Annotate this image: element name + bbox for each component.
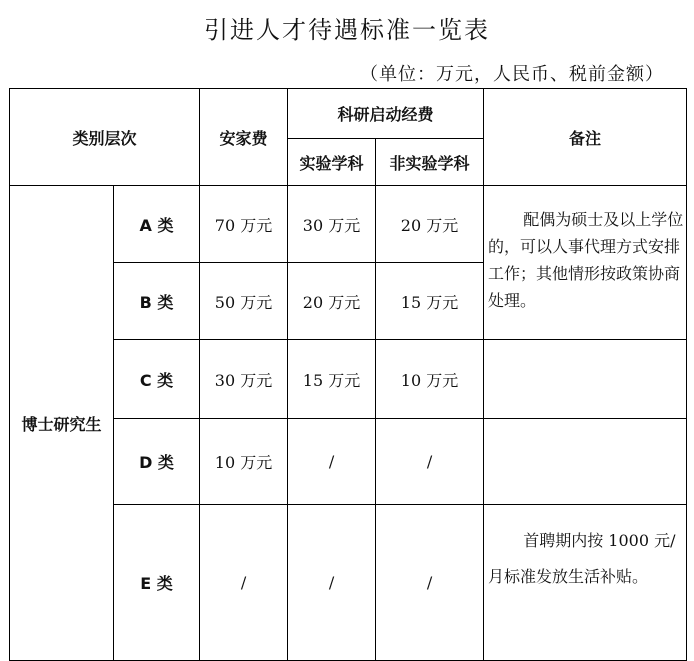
experimental-cell: / [288,505,376,661]
remark-e-text: 首聘期内按 1000 元/月标准发放生活补贴。 [488,531,676,586]
header-housing: 安家费 [200,89,288,186]
benefits-table [9,88,687,661]
non-experimental-cell: / [376,505,484,661]
non-experimental-cell: / [376,419,484,505]
page-title: 引进人才待遇标准一览表 [204,16,490,44]
remark-empty [484,419,687,505]
grade-cell: B 类 [114,263,200,340]
grade-cell: A 类 [114,186,200,263]
header-experimental: 实验学科 [288,139,376,186]
grade-cell: C 类 [114,340,200,419]
header-non-experimental: 非实验学科 [376,139,484,186]
housing-cell: 30 万元 [200,340,288,419]
remark-ab-text: 配偶为硕士及以上学位的，可以人事代理方式安排工作；其他情形按政策协商处理。 [488,210,684,310]
group-label: 博士研究生 [10,186,114,661]
unit-note: （单位：万元，人民币、税前金额） [360,64,664,85]
housing-cell: 10 万元 [200,419,288,505]
non-experimental-cell: 10 万元 [376,340,484,419]
experimental-cell: 20 万元 [288,263,376,340]
header-category: 类别层次 [10,89,200,186]
non-experimental-cell: 20 万元 [376,186,484,263]
non-experimental-cell: 15 万元 [376,263,484,340]
header-row-1 [10,89,687,139]
experimental-cell: / [288,419,376,505]
header-research: 科研启动经费 [288,89,484,139]
housing-cell: / [200,505,288,661]
table-row [10,186,687,263]
experimental-cell: 15 万元 [288,340,376,419]
experimental-cell: 30 万元 [288,186,376,263]
housing-cell: 70 万元 [200,186,288,263]
remark-ab [484,186,687,340]
grade-cell: E 类 [114,505,200,661]
grade-cell: D 类 [114,419,200,505]
header-remarks: 备注 [484,89,687,186]
remark-empty [484,340,687,419]
remark-e [484,505,687,661]
housing-cell: 50 万元 [200,263,288,340]
